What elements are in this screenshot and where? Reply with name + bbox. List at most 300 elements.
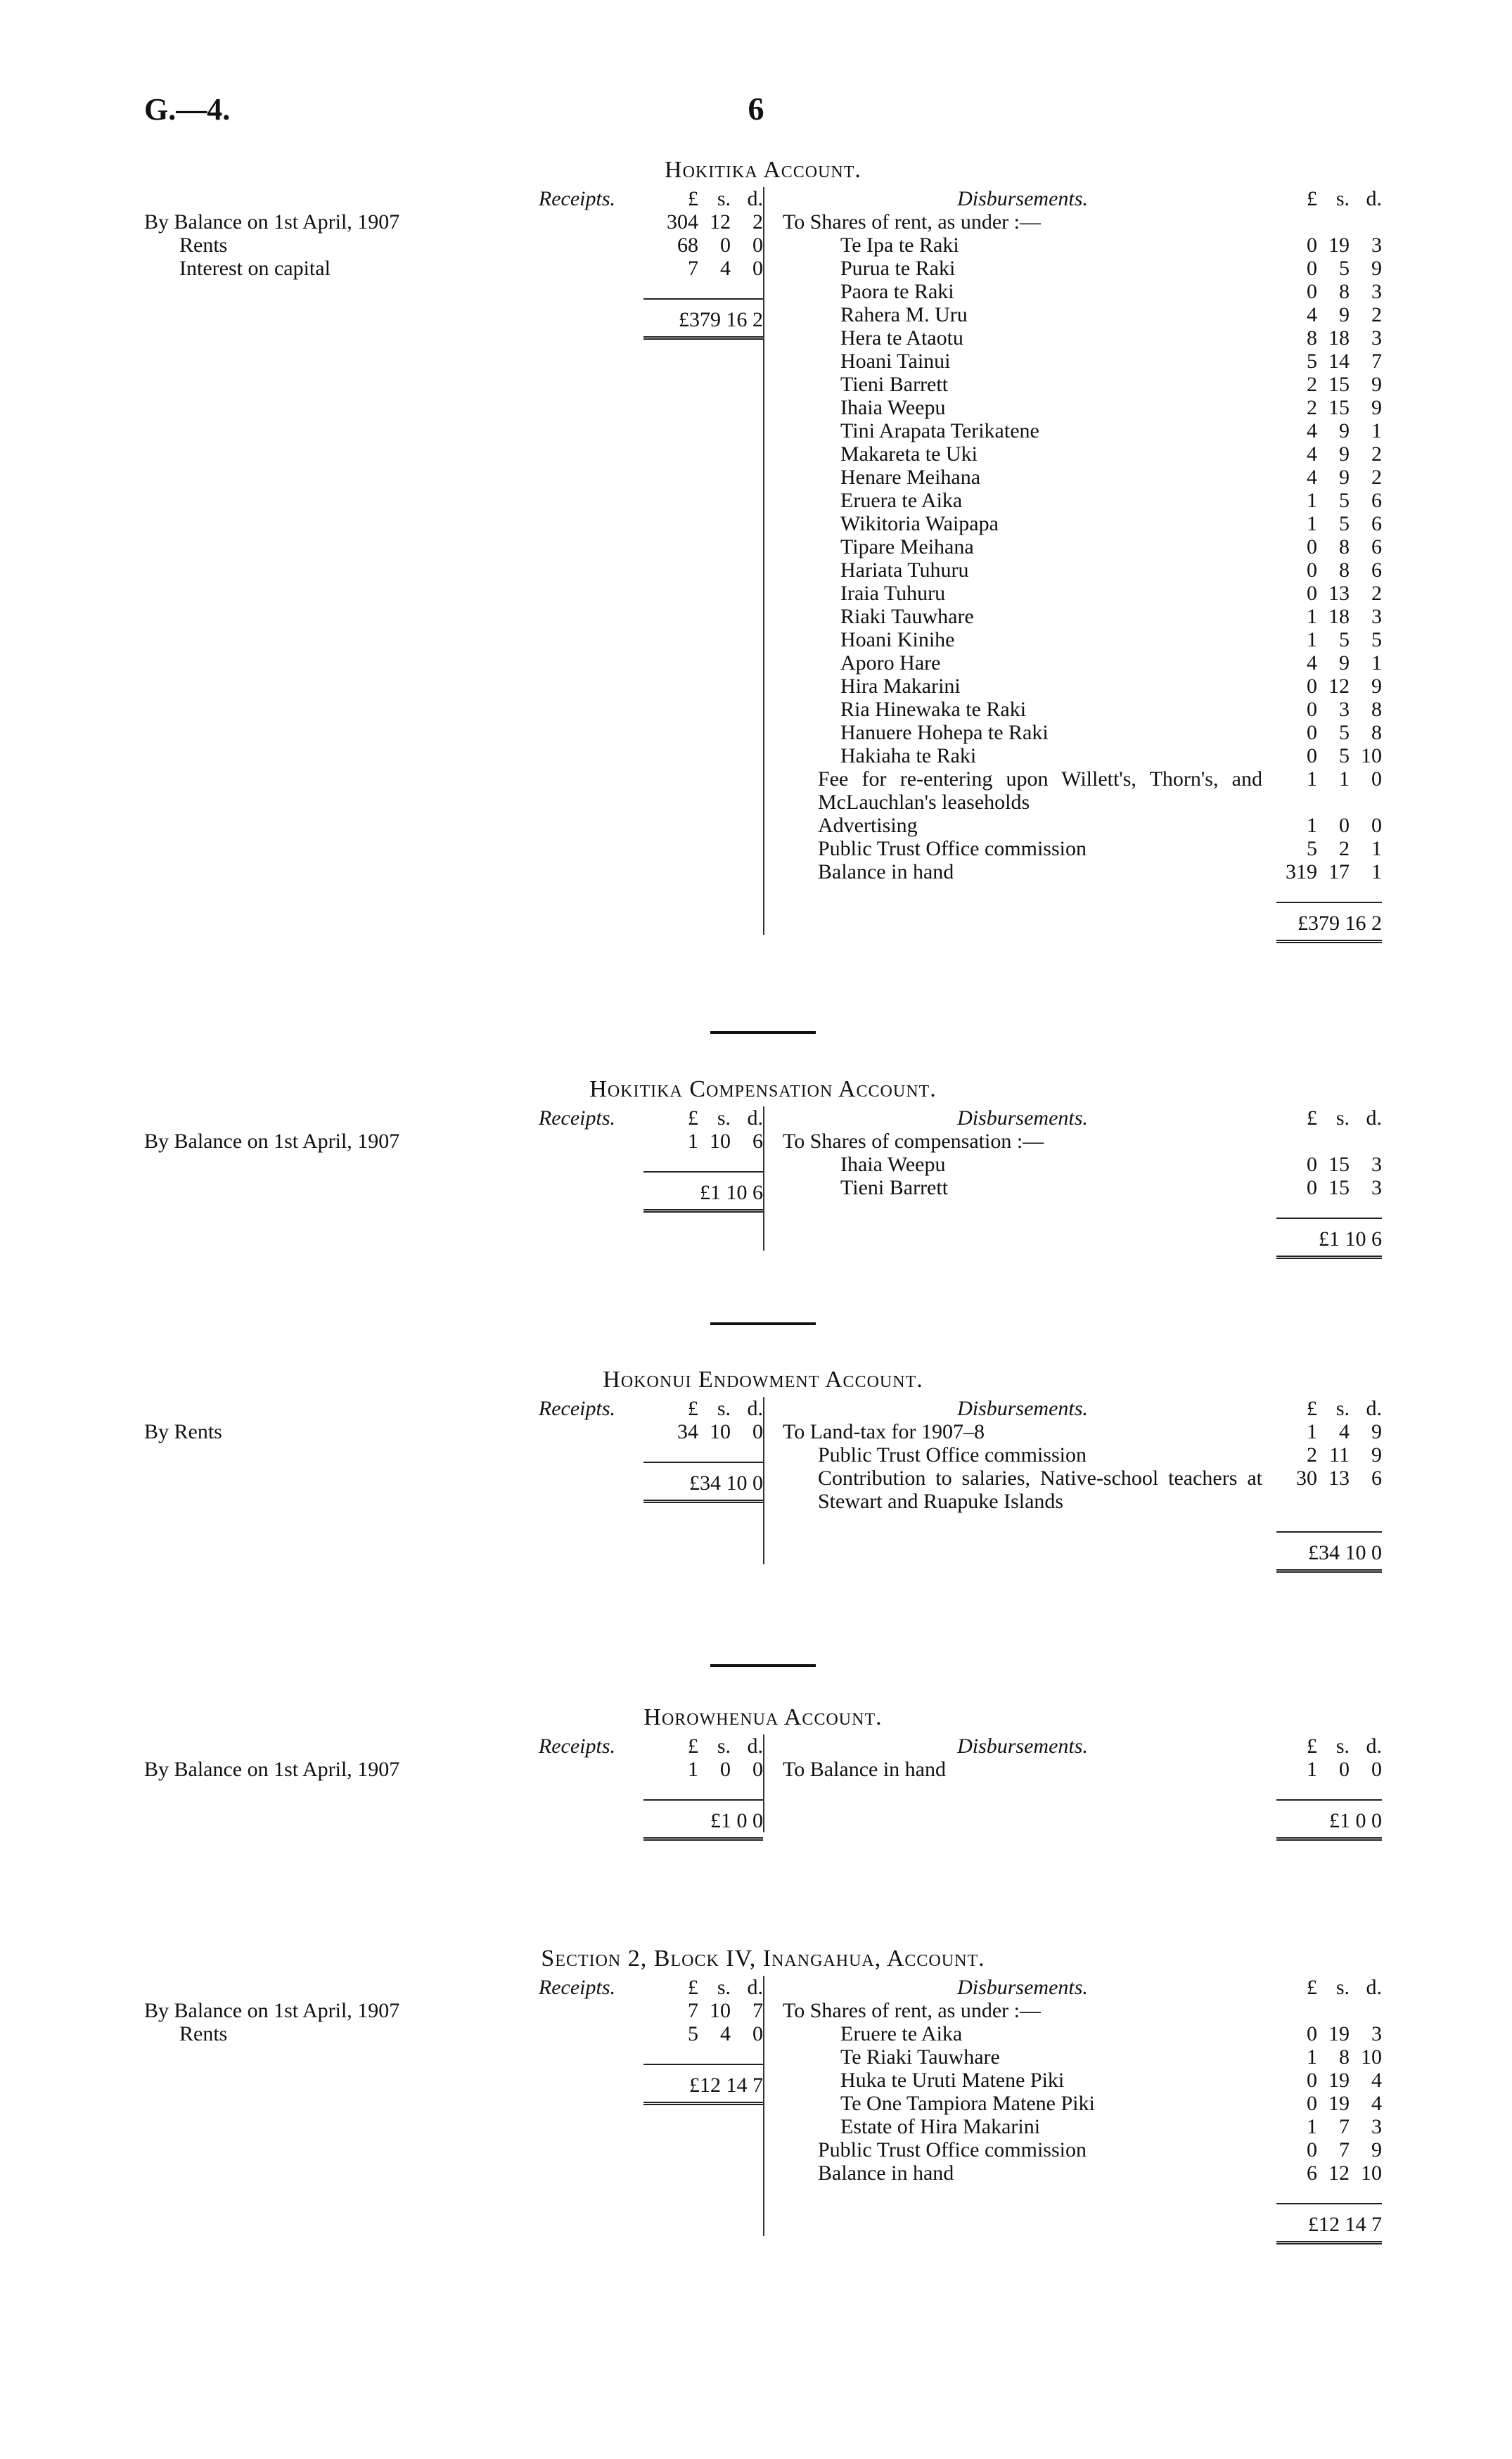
disbursements-column bbox=[763, 1976, 1382, 2236]
pence-value: 4 bbox=[1371, 2069, 1382, 2092]
pounds-value: 4 bbox=[1307, 303, 1317, 326]
horowhenua-account bbox=[144, 1706, 1382, 1832]
receipts-label: Receipts. bbox=[538, 1397, 615, 1420]
receipts-total: £1 0 0 bbox=[643, 1799, 763, 1832]
pence-value: 1 bbox=[1371, 419, 1382, 442]
entry-label: Rahera M. Uru bbox=[840, 303, 968, 326]
receipts-total: £34 10 0 bbox=[643, 1462, 763, 1495]
pence-value: 0 bbox=[1371, 767, 1382, 791]
hokitika-account bbox=[144, 158, 1382, 935]
pence-value: 8 bbox=[1371, 721, 1382, 744]
entry-label: Advertising bbox=[818, 814, 918, 837]
disbursements-header-row bbox=[783, 1735, 1382, 1758]
shillings-value: 8 bbox=[1339, 535, 1350, 558]
currency-header bbox=[1262, 1106, 1382, 1130]
pounds-value: 1 bbox=[1307, 605, 1317, 628]
disbursement-row bbox=[783, 442, 1382, 466]
disbursements-total: £379 16 2 bbox=[1276, 902, 1382, 935]
currency-header bbox=[1262, 187, 1382, 210]
pence-header: d. bbox=[747, 187, 763, 210]
pence-value: 5 bbox=[1371, 628, 1382, 651]
shillings-value: 8 bbox=[1339, 558, 1350, 582]
shillings-header: s. bbox=[1335, 187, 1350, 210]
pence-value: 1 bbox=[1371, 860, 1382, 883]
pounds-value: 5 bbox=[688, 2022, 698, 2045]
disbursement-row bbox=[783, 326, 1382, 350]
pence-value: 9 bbox=[1371, 1443, 1382, 1467]
entry-amount bbox=[1262, 535, 1382, 558]
disbursements-header-row bbox=[783, 1976, 1382, 1999]
pounds-value: 304 bbox=[667, 210, 698, 234]
disbursement-row bbox=[783, 558, 1382, 582]
pence-value: 3 bbox=[1371, 605, 1382, 628]
pounds-value: 0 bbox=[1307, 234, 1317, 257]
pounds-header: £ bbox=[1307, 1397, 1317, 1420]
pounds-value: 1 bbox=[1307, 2045, 1317, 2069]
shillings-value: 5 bbox=[1339, 489, 1350, 512]
entry-label: Paora te Raki bbox=[840, 280, 954, 303]
disbursement-row bbox=[783, 767, 1382, 814]
shillings-value: 11 bbox=[1329, 1443, 1350, 1467]
disbursement-row bbox=[783, 489, 1382, 512]
pence-value: 2 bbox=[1371, 582, 1382, 605]
receipts-column bbox=[144, 1735, 763, 1832]
shillings-value: 12 bbox=[1328, 2161, 1350, 2185]
shillings-value: 15 bbox=[1328, 396, 1350, 419]
pounds-value: 5 bbox=[1307, 350, 1317, 373]
shillings-value: 0 bbox=[720, 234, 731, 257]
entry-label: Eruere te Aika bbox=[840, 2022, 963, 2045]
entry-label: Huka te Uruti Matene Piki bbox=[840, 2069, 1065, 2092]
entry-amount bbox=[1262, 1176, 1382, 1199]
disbursements-total-row bbox=[783, 1531, 1382, 1564]
disbursement-row bbox=[783, 2045, 1382, 2069]
pounds-value: 2 bbox=[1307, 1443, 1317, 1467]
disbursement-row bbox=[783, 303, 1382, 326]
disbursements-header-row bbox=[783, 1106, 1382, 1130]
entry-label: Estate of Hira Makarini bbox=[840, 2115, 1041, 2138]
pence-value: 8 bbox=[1371, 698, 1382, 721]
pounds-value: 5 bbox=[1307, 837, 1317, 860]
entry-label: Contribution to salaries, Native-school teachers at Stewart and Ruapuke Islands bbox=[818, 1467, 1262, 1513]
pence-value: 2 bbox=[1371, 303, 1382, 326]
entry-label: To Shares of rent, as under :— bbox=[783, 1999, 1041, 2022]
entry-amount bbox=[1262, 1443, 1382, 1467]
receipt-row bbox=[144, 234, 763, 257]
disbursements-column bbox=[763, 1106, 1382, 1251]
disbursements-total-row bbox=[783, 2203, 1382, 2236]
entry-amount bbox=[643, 1420, 763, 1443]
pence-value: 0 bbox=[752, 1758, 763, 1781]
entry-amount bbox=[1262, 837, 1382, 860]
pounds-header: £ bbox=[688, 1735, 698, 1758]
entry-amount bbox=[1262, 814, 1382, 837]
disbursements-header-row bbox=[783, 1397, 1382, 1420]
pence-value: 3 bbox=[1371, 1176, 1382, 1199]
shillings-value: 0 bbox=[1339, 814, 1350, 837]
shillings-value: 10 bbox=[710, 1999, 731, 2022]
pence-header: d. bbox=[747, 1976, 763, 1999]
entry-label: By Rents bbox=[144, 1420, 222, 1443]
entry-label: Ihaia Weepu bbox=[840, 1153, 946, 1176]
entry-amount bbox=[643, 257, 763, 280]
account-body bbox=[144, 1976, 1382, 2236]
receipts-total-row bbox=[144, 298, 763, 331]
pounds-value: 7 bbox=[688, 257, 698, 280]
pounds-value: 1 bbox=[688, 1758, 698, 1781]
receipts-total-row bbox=[144, 1171, 763, 1204]
pounds-value: 1 bbox=[1307, 767, 1317, 791]
shillings-value: 10 bbox=[710, 1420, 731, 1443]
disbursement-row bbox=[783, 210, 1382, 234]
disbursements-total: £1 10 6 bbox=[1276, 1218, 1382, 1251]
entry-label: To Land-tax for 1907–8 bbox=[783, 1420, 985, 1443]
account-title: Hokonui Endowment Account. bbox=[603, 1367, 923, 1393]
entry-amount bbox=[1262, 257, 1382, 280]
disbursement-row bbox=[783, 535, 1382, 558]
shillings-header: s. bbox=[717, 1106, 731, 1130]
pence-value: 0 bbox=[752, 257, 763, 280]
disbursement-row bbox=[783, 1420, 1382, 1443]
shillings-value: 5 bbox=[1339, 721, 1350, 744]
shillings-value: 18 bbox=[1328, 605, 1350, 628]
shillings-value: 9 bbox=[1339, 651, 1350, 675]
pence-header: d. bbox=[1366, 1106, 1382, 1130]
column-divider bbox=[763, 1106, 764, 1251]
pounds-value: 2 bbox=[1307, 373, 1317, 396]
entry-amount bbox=[1262, 582, 1382, 605]
shillings-header: s. bbox=[717, 187, 731, 210]
disbursement-row bbox=[783, 675, 1382, 698]
disbursements-label: Disbursements. bbox=[957, 1397, 1088, 1420]
receipts-total-row bbox=[144, 1799, 763, 1832]
receipts-total: £379 16 2 bbox=[643, 298, 763, 331]
disbursement-row bbox=[783, 1758, 1382, 1781]
entry-label: To Shares of compensation :— bbox=[783, 1130, 1044, 1153]
disbursement-row bbox=[783, 860, 1382, 883]
pounds-value: 4 bbox=[1307, 419, 1317, 442]
disbursements-total: £12 14 7 bbox=[1276, 2203, 1382, 2236]
entry-label: Hoani Kinihe bbox=[840, 628, 955, 651]
shillings-header: s. bbox=[1335, 1735, 1350, 1758]
account-title: Hokitika Account. bbox=[665, 157, 861, 183]
column-divider bbox=[763, 1735, 764, 1832]
shillings-header: s. bbox=[717, 1735, 731, 1758]
entry-label: Te One Tampiora Matene Piki bbox=[840, 2092, 1095, 2115]
entry-label: Te Riaki Tauwhare bbox=[840, 2045, 1000, 2069]
shillings-value: 12 bbox=[710, 210, 731, 234]
pence-value: 9 bbox=[1371, 396, 1382, 419]
disbursement-row bbox=[783, 280, 1382, 303]
shillings-value: 5 bbox=[1339, 512, 1350, 535]
pence-header: d. bbox=[747, 1397, 763, 1420]
pence-header: d. bbox=[1366, 1976, 1382, 1999]
pence-value: 6 bbox=[1371, 512, 1382, 535]
entry-amount bbox=[1262, 489, 1382, 512]
pounds-value: 1 bbox=[688, 1130, 698, 1153]
entry-amount bbox=[1262, 326, 1382, 350]
entry-label: Tini Arapata Terikatene bbox=[840, 419, 1039, 442]
pence-value: 6 bbox=[1371, 1467, 1382, 1490]
shillings-header: s. bbox=[717, 1976, 731, 1999]
disbursements-label: Disbursements. bbox=[957, 187, 1088, 210]
pence-value: 3 bbox=[1371, 326, 1382, 350]
entry-label: To Shares of rent, as under :— bbox=[783, 210, 1041, 234]
shillings-value: 15 bbox=[1328, 1153, 1350, 1176]
section-separator bbox=[710, 1031, 816, 1034]
entry-label: To Balance in hand bbox=[783, 1758, 946, 1781]
entry-amount bbox=[1262, 442, 1382, 466]
disbursement-row bbox=[783, 814, 1382, 837]
page-identifier: G.—4. bbox=[144, 92, 231, 127]
shillings-value: 12 bbox=[1328, 675, 1350, 698]
entry-label: Rents bbox=[179, 2022, 228, 2045]
pounds-value: 0 bbox=[1307, 1153, 1317, 1176]
shillings-value: 8 bbox=[1339, 2045, 1350, 2069]
pence-value: 9 bbox=[1371, 373, 1382, 396]
disbursement-row bbox=[783, 698, 1382, 721]
shillings-value: 15 bbox=[1328, 373, 1350, 396]
pounds-value: 4 bbox=[1307, 442, 1317, 466]
disbursements-label: Disbursements. bbox=[957, 1735, 1088, 1758]
disbursements-header-row bbox=[783, 187, 1382, 210]
entry-label: Fee for re-entering upon Willett's, Thorn's, and McLauchlan's leaseholds bbox=[818, 767, 1262, 814]
entry-label: Eruera te Aika bbox=[840, 489, 963, 512]
column-divider bbox=[763, 187, 764, 935]
disbursement-row bbox=[783, 1999, 1382, 2022]
currency-header bbox=[643, 187, 763, 210]
receipt-row bbox=[144, 257, 763, 280]
shillings-value: 19 bbox=[1328, 2022, 1350, 2045]
shillings-value: 9 bbox=[1339, 303, 1350, 326]
pounds-value: 68 bbox=[677, 234, 698, 257]
entry-amount bbox=[1262, 860, 1382, 883]
pounds-value: 0 bbox=[1307, 2022, 1317, 2045]
pence-value: 3 bbox=[1371, 234, 1382, 257]
disbursements-total: £34 10 0 bbox=[1276, 1531, 1382, 1564]
receipts-column bbox=[144, 1397, 763, 1564]
entry-label: Aporo Hare bbox=[840, 651, 941, 675]
pounds-value: 1 bbox=[1307, 1758, 1317, 1781]
shillings-value: 1 bbox=[1339, 767, 1350, 791]
pounds-value: 0 bbox=[1307, 2092, 1317, 2115]
pence-value: 3 bbox=[1371, 2115, 1382, 2138]
pounds-value: 4 bbox=[1307, 466, 1317, 489]
shillings-value: 5 bbox=[1339, 257, 1350, 280]
entry-label: Hariata Tuhuru bbox=[840, 558, 969, 582]
receipts-column bbox=[144, 1976, 763, 2236]
pence-value: 9 bbox=[1371, 2138, 1382, 2161]
disbursements-label: Disbursements. bbox=[957, 1106, 1088, 1130]
pounds-header: £ bbox=[688, 1106, 698, 1130]
disbursement-row bbox=[783, 2115, 1382, 2138]
hokonui-endowment-account bbox=[144, 1368, 1382, 1564]
entry-amount bbox=[643, 1758, 763, 1781]
account-title: Hokitika Compensation Account. bbox=[589, 1076, 937, 1102]
disbursement-row bbox=[783, 2138, 1382, 2161]
pence-value: 2 bbox=[752, 210, 763, 234]
disbursement-row bbox=[783, 1153, 1382, 1176]
account-body bbox=[144, 187, 1382, 935]
entry-amount bbox=[1262, 628, 1382, 651]
pounds-header: £ bbox=[1307, 1106, 1317, 1130]
entry-label: Public Trust Office commission bbox=[818, 2138, 1087, 2161]
pence-value: 6 bbox=[1371, 489, 1382, 512]
disbursement-row bbox=[783, 651, 1382, 675]
entry-amount bbox=[1262, 2138, 1382, 2161]
entry-label: Te Ipa te Raki bbox=[840, 234, 959, 257]
pounds-header: £ bbox=[688, 1397, 698, 1420]
pence-header: d. bbox=[747, 1106, 763, 1130]
disbursement-row bbox=[783, 396, 1382, 419]
account-body bbox=[144, 1106, 1382, 1251]
pounds-value: 1 bbox=[1307, 489, 1317, 512]
hokitika-compensation-account bbox=[144, 1078, 1382, 1251]
entry-label: Hakiaha te Raki bbox=[840, 744, 977, 767]
pounds-value: 1 bbox=[1307, 2115, 1317, 2138]
currency-header bbox=[643, 1976, 763, 1999]
pence-value: 0 bbox=[1371, 814, 1382, 837]
shillings-value: 4 bbox=[1339, 1420, 1350, 1443]
disbursements-column bbox=[763, 1735, 1382, 1832]
entry-amount bbox=[1262, 234, 1382, 257]
entry-amount bbox=[1262, 2115, 1382, 2138]
pence-value: 9 bbox=[1371, 257, 1382, 280]
disbursements-column bbox=[763, 187, 1382, 935]
receipt-row bbox=[144, 2022, 763, 2045]
pounds-value: 0 bbox=[1307, 535, 1317, 558]
shillings-value: 8 bbox=[1339, 280, 1350, 303]
disbursements-column bbox=[763, 1397, 1382, 1564]
pounds-value: 7 bbox=[688, 1999, 698, 2022]
pounds-value: 2 bbox=[1307, 396, 1317, 419]
entry-amount bbox=[643, 1999, 763, 2022]
entry-amount bbox=[643, 210, 763, 234]
receipts-header-row bbox=[144, 1735, 763, 1758]
pounds-value: 1 bbox=[1307, 814, 1317, 837]
entry-label: Tipare Meihana bbox=[840, 535, 974, 558]
column-divider bbox=[763, 1976, 764, 2236]
entry-amount bbox=[1262, 675, 1382, 698]
disbursements-total-row bbox=[783, 1218, 1382, 1251]
entry-label: Balance in hand bbox=[818, 2161, 954, 2185]
entry-label: By Balance on 1st April, 1907 bbox=[144, 210, 400, 234]
entry-label: Tieni Barrett bbox=[840, 1176, 949, 1199]
pounds-value: 0 bbox=[1307, 1176, 1317, 1199]
entry-amount bbox=[1262, 396, 1382, 419]
entry-label: Public Trust Office commission bbox=[818, 1443, 1087, 1467]
shillings-value: 13 bbox=[1328, 1467, 1350, 1490]
receipts-total-row bbox=[144, 2064, 763, 2097]
entry-amount bbox=[1262, 721, 1382, 744]
pence-value: 1 bbox=[1371, 837, 1382, 860]
pence-value: 10 bbox=[1361, 2045, 1382, 2069]
disbursement-row bbox=[783, 628, 1382, 651]
disbursement-row bbox=[783, 257, 1382, 280]
entry-amount bbox=[1262, 2161, 1382, 2185]
pounds-value: 0 bbox=[1307, 698, 1317, 721]
pounds-value: 1 bbox=[1307, 1420, 1317, 1443]
pence-value: 6 bbox=[752, 1130, 763, 1153]
entry-amount bbox=[1262, 2092, 1382, 2115]
entry-label: Tieni Barrett bbox=[840, 373, 949, 396]
pounds-value: 1 bbox=[1307, 628, 1317, 651]
entry-amount bbox=[1262, 466, 1382, 489]
receipts-header-row bbox=[144, 1106, 763, 1130]
receipt-row bbox=[144, 210, 763, 234]
entry-label: Ihaia Weepu bbox=[840, 396, 946, 419]
pounds-value: 0 bbox=[1307, 744, 1317, 767]
account-body bbox=[144, 1397, 1382, 1564]
entry-label: By Balance on 1st April, 1907 bbox=[144, 1758, 400, 1781]
entry-amount bbox=[1262, 651, 1382, 675]
receipts-header-row bbox=[144, 187, 763, 210]
entry-amount bbox=[1262, 2022, 1382, 2045]
receipts-header-row bbox=[144, 1976, 763, 1999]
entry-label: Hira Makarini bbox=[840, 675, 961, 698]
entry-amount bbox=[1262, 1420, 1382, 1443]
shillings-value: 19 bbox=[1328, 2069, 1350, 2092]
entry-label: Interest on capital bbox=[179, 257, 331, 280]
pence-value: 4 bbox=[1371, 2092, 1382, 2115]
currency-header bbox=[643, 1735, 763, 1758]
pounds-value: 30 bbox=[1296, 1467, 1317, 1490]
pounds-value: 319 bbox=[1286, 860, 1317, 883]
receipts-label: Receipts. bbox=[538, 187, 615, 210]
entry-amount bbox=[1262, 698, 1382, 721]
entry-amount bbox=[643, 234, 763, 257]
page-number: 6 bbox=[748, 91, 764, 127]
section-separator bbox=[710, 1664, 816, 1667]
pounds-value: 0 bbox=[1307, 558, 1317, 582]
pounds-header: £ bbox=[688, 1976, 698, 1999]
pounds-value: 0 bbox=[1307, 582, 1317, 605]
disbursement-row bbox=[783, 582, 1382, 605]
disbursement-row bbox=[783, 721, 1382, 744]
pence-value: 3 bbox=[1371, 2022, 1382, 2045]
shillings-value: 5 bbox=[1339, 744, 1350, 767]
pounds-value: 0 bbox=[1307, 280, 1317, 303]
shillings-header: s. bbox=[1335, 1106, 1350, 1130]
pence-value: 6 bbox=[1371, 535, 1382, 558]
pounds-header: £ bbox=[1307, 187, 1317, 210]
pence-value: 9 bbox=[1371, 675, 1382, 698]
entry-amount bbox=[1262, 419, 1382, 442]
pounds-value: 6 bbox=[1307, 2161, 1317, 2185]
pounds-value: 1 bbox=[1307, 512, 1317, 535]
column-divider bbox=[763, 1397, 764, 1564]
pence-header: d. bbox=[747, 1735, 763, 1758]
shillings-value: 13 bbox=[1328, 582, 1350, 605]
receipts-total-row bbox=[144, 1462, 763, 1495]
pounds-value: 0 bbox=[1307, 2069, 1317, 2092]
entry-label: Rents bbox=[179, 234, 228, 257]
disbursement-row bbox=[783, 2161, 1382, 2185]
pence-value: 2 bbox=[1371, 466, 1382, 489]
section-separator bbox=[710, 1322, 816, 1325]
pounds-value: 0 bbox=[1307, 2138, 1317, 2161]
pence-value: 7 bbox=[1371, 350, 1382, 373]
shillings-value: 3 bbox=[1339, 698, 1350, 721]
disbursement-row bbox=[783, 234, 1382, 257]
shillings-value: 19 bbox=[1328, 234, 1350, 257]
shillings-value: 9 bbox=[1339, 419, 1350, 442]
pence-value: 9 bbox=[1371, 1420, 1382, 1443]
shillings-value: 17 bbox=[1328, 860, 1350, 883]
pounds-value: 34 bbox=[677, 1420, 698, 1443]
disbursement-row bbox=[783, 2069, 1382, 2092]
account-title: Horowhenua Account. bbox=[643, 1704, 883, 1730]
